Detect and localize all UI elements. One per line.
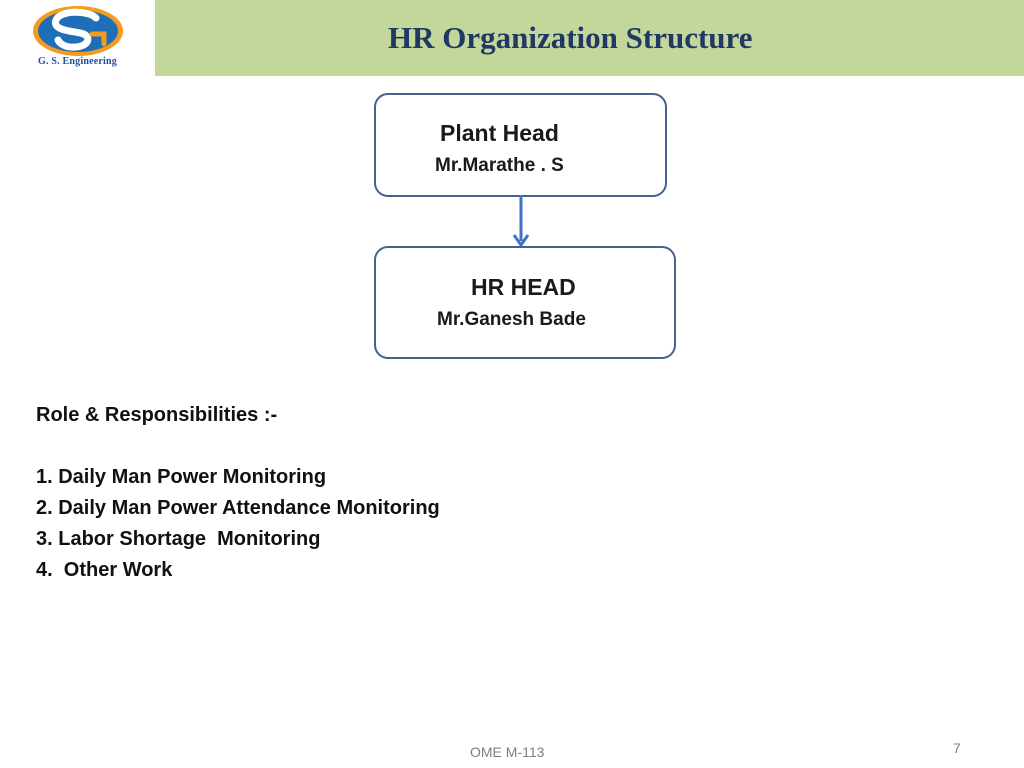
node-title: HR HEAD: [471, 274, 576, 300]
node-name: Mr.Ganesh Bade: [437, 309, 586, 330]
company-logo-icon: [30, 4, 126, 58]
logo-area: [0, 0, 155, 76]
list-item: 1. Daily Man Power Monitoring: [36, 466, 327, 488]
arrow-down-icon: [510, 195, 532, 249]
list-item: 2. Daily Man Power Attendance Monitoring: [36, 497, 440, 519]
list-item: 3. Labor Shortage Monitoring: [36, 528, 321, 550]
company-name: G. S. Engineering: [38, 56, 117, 67]
org-node-hr-head: [374, 246, 676, 359]
page-title: HR Organization Structure: [388, 20, 753, 55]
page-number: 7: [953, 740, 961, 756]
footer-code: OME M-113: [470, 744, 545, 760]
list-item: 4. Other Work: [36, 559, 173, 581]
responsibilities-section: [36, 400, 440, 586]
node-title: Plant Head: [440, 120, 559, 146]
responsibilities-heading: Role & Responsibilities :-: [36, 404, 278, 426]
org-node-plant-head: [374, 93, 667, 197]
node-name: Mr.Marathe . S: [435, 155, 564, 176]
